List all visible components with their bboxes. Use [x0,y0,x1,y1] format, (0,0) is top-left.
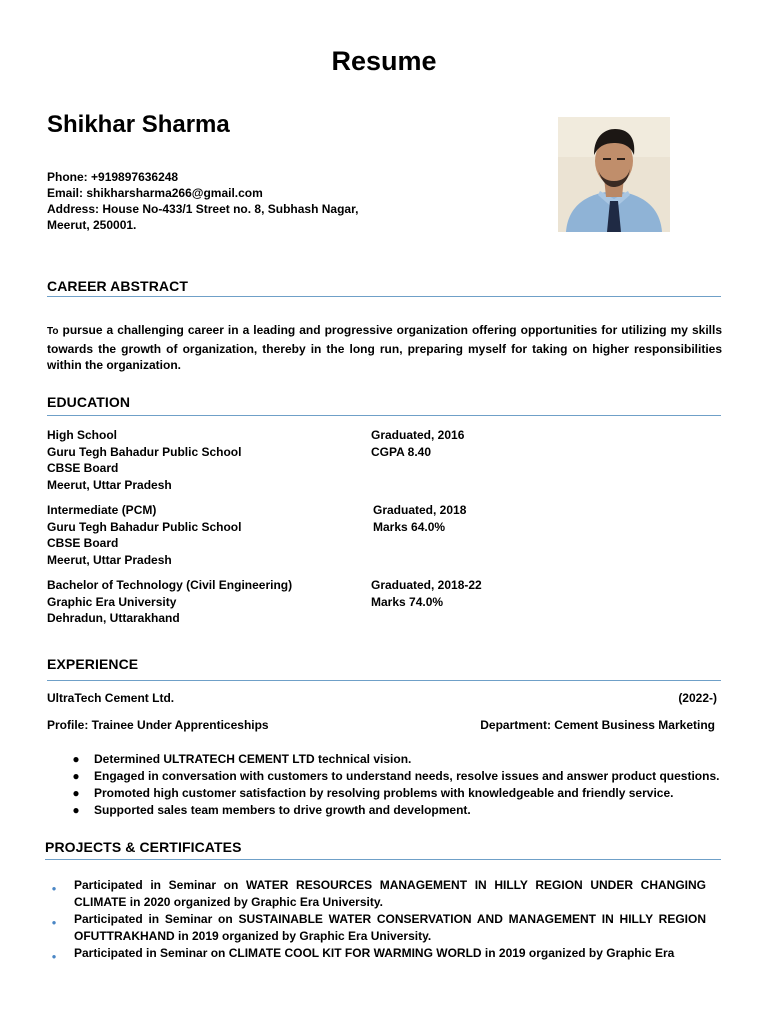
education-entry-intermediate-meta [373,502,466,535]
edu-1-score: CGPA 8.40 [371,444,432,459]
projects-divider [45,859,721,860]
education-divider [47,415,721,416]
experience-divider [47,680,721,681]
edu-2-level: Intermediate (PCM) [47,503,157,517]
document-title: Resume [331,46,437,76]
edu-1-school: Guru Tegh Bahadur Public School [47,444,242,459]
list-item: ● Promoted high customer satisfaction by resolving problems with knowledgeable and friendly service. [72,786,674,800]
projects-list [51,877,706,962]
bullet-icon: ● [51,918,57,927]
bullet-icon: ● [72,752,80,766]
edu-1-level: High School [47,428,117,442]
email-value: shikharsharma266@gmail.com [86,186,263,200]
bullet-icon: ● [72,769,80,783]
career-body: pursue a challenging career in a leading and progressive organization offering opportunities for utilizing my skills towards the growth of organization, thereby in the long run, preparing myself for taking on higher responsibilities within the organization. [47,323,722,372]
list-item: ● Determined ULTRATECH CEMENT LTD technical vision. [72,752,412,766]
career-divider [47,296,721,297]
experience-profile: Profile: Trainee Under Apprenticeships [47,718,269,732]
bullet-icon: ● [51,884,57,893]
experience-period: (2022-) [678,691,717,705]
email-label: Email: [47,186,84,200]
projects-heading: PROJECTS & CERTIFICATES [45,839,242,855]
education-entry-high-school-meta [371,427,464,460]
experience-company: UltraTech Cement Ltd. [47,691,175,705]
edu-3-level: Bachelor of Technology (Civil Engineering) [47,578,293,592]
edu-3-score: Marks 74.0% [371,594,444,609]
bullet-icon: ● [72,803,80,817]
career-first-word: To [47,326,59,337]
education-entry-btech-meta [371,577,482,610]
list-item: ● Supported sales team members to drive growth and development. [72,803,471,817]
edu-3-location: Dehradun, Uttarakhand [47,611,180,625]
edu-2-board: CBSE Board [47,536,119,550]
contact-phone [47,169,178,186]
candidate-name: Shikhar Sharma [47,111,230,138]
profile-photo-image [558,117,670,232]
experience-department: Department: Cement Business Marketing [480,718,715,732]
list-item: ● Participated in Seminar on WATER RESOURCES MANAGEMENT IN HILLY REGION UNDER CHANGING CLIMATE in 2020 organized by Graphic Era University. [51,878,706,909]
profile-photo [558,117,670,232]
edu-3-status: Graduated, 2018-22 [371,578,482,592]
edu-2-school: Guru Tegh Bahadur Public School [47,519,242,534]
edu-1-status: Graduated, 2016 [371,428,465,442]
career-text [47,322,722,374]
contact-email [47,185,263,202]
education-heading: EDUCATION [47,394,131,410]
list-item: ● Engaged in conversation with customers to understand needs, resolve issues and answer product questions. [72,769,720,783]
edu-3-school: Graphic Era University [47,594,177,609]
experience-bullets [72,751,734,819]
bullet-icon: ● [51,952,57,961]
edu-2-score: Marks 64.0% [373,519,446,534]
address-label: Address: [47,202,100,216]
edu-2-status: Graduated, 2018 [373,503,467,517]
phone-label: Phone: [47,170,88,184]
address-line-2: Meerut, 250001. [47,218,137,232]
experience-heading: EXPERIENCE [47,656,139,672]
phone-value: +919897636248 [91,170,179,184]
edu-1-board: CBSE Board [47,461,119,475]
bullet-icon: ● [72,786,80,800]
list-item: ● Participated in Seminar on SUSTAINABLE WATER CONSERVATION AND MANAGEMENT IN HILLY REGION OFUTTRAKHAND in 2019 organized by Graphic Era University. [51,912,706,943]
edu-1-location: Meerut, Uttar Pradesh [47,477,172,492]
career-heading: CAREER ABSTRACT [47,278,188,294]
address-line-1: House No-433/1 Street no. 8, Subhash Nagar, [102,202,359,216]
contact-address [47,201,358,218]
list-item: ● Participated in Seminar on CLIMATE COOL KIT FOR WARMING WORLD in 2019 organized by Graphic Era [74,945,706,962]
edu-2-location: Meerut, Uttar Pradesh [47,552,172,567]
